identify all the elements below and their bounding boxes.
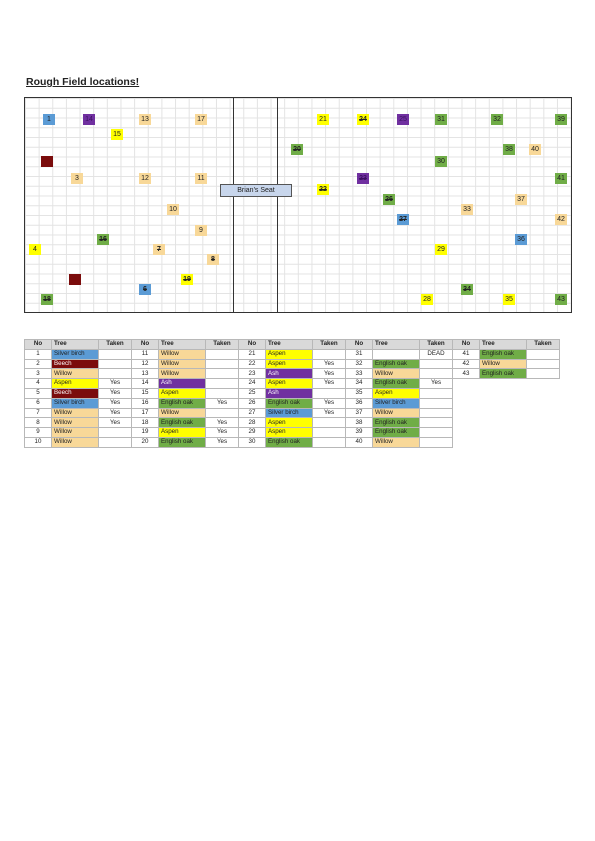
empty-cell <box>453 388 480 398</box>
empty-cell <box>480 398 527 408</box>
cell-tree: Aspen <box>266 359 313 369</box>
tree-marker-11: 11 <box>195 173 207 184</box>
tree-marker-31: 31 <box>435 114 447 125</box>
cell-taken <box>313 388 346 398</box>
cell-taken <box>313 349 346 359</box>
cell-taken <box>420 408 453 418</box>
cell-no: 22 <box>239 359 266 369</box>
empty-cell <box>480 408 527 418</box>
table-row <box>25 359 560 369</box>
field-map <box>24 97 572 313</box>
tree-marker-2: 2 <box>41 156 53 167</box>
cell-no: 12 <box>132 359 159 369</box>
cell-tree: Silver birch <box>52 349 99 359</box>
cell-tree: Willow <box>52 437 99 447</box>
tree-marker-39: 39 <box>555 114 567 125</box>
empty-cell <box>480 418 527 428</box>
tree-marker-4: 4 <box>29 244 41 255</box>
cell-taken: Yes <box>313 369 346 379</box>
cell-tree: Silver birch <box>373 398 420 408</box>
tree-marker-34: 34 <box>461 284 473 295</box>
tree-marker-3: 3 <box>71 173 83 184</box>
cell-tree: Willow <box>159 359 206 369</box>
tree-marker-32: 32 <box>491 114 503 125</box>
cell-no: 37 <box>346 408 373 418</box>
cell-taken <box>527 349 560 359</box>
tree-marker-17: 17 <box>195 114 207 125</box>
cell-taken <box>420 369 453 379</box>
cell-tree: English oak <box>373 379 420 389</box>
cell-tree: Willow <box>52 408 99 418</box>
cell-tree: Willow <box>52 428 99 438</box>
cell-taken: Yes <box>313 398 346 408</box>
cell-no: 14 <box>132 379 159 389</box>
cell-tree: English oak <box>159 437 206 447</box>
cell-no: 7 <box>25 408 52 418</box>
tree-marker-41: 41 <box>555 173 567 184</box>
cell-tree: Ash <box>266 388 313 398</box>
cell-taken: Yes <box>99 398 132 408</box>
cell-taken: Yes <box>99 379 132 389</box>
empty-cell <box>480 379 527 389</box>
tree-marker-5: 5 <box>69 274 81 285</box>
cell-no: 13 <box>132 369 159 379</box>
cell-taken <box>206 349 239 359</box>
cell-no: 27 <box>239 408 266 418</box>
cell-taken <box>99 428 132 438</box>
empty-cell <box>527 428 560 438</box>
cell-tree: English oak <box>480 349 527 359</box>
tree-marker-23: 23 <box>357 173 369 184</box>
header-tree: Tree <box>52 340 99 350</box>
empty-cell <box>453 408 480 418</box>
table-row <box>25 369 560 379</box>
header-tree: Tree <box>159 340 206 350</box>
cell-taken <box>99 437 132 447</box>
tree-marker-16: 16 <box>97 234 109 245</box>
cell-no: 23 <box>239 369 266 379</box>
cell-no: 6 <box>25 398 52 408</box>
cell-tree: English oak <box>159 418 206 428</box>
cell-no: 3 <box>25 369 52 379</box>
cell-taken <box>420 388 453 398</box>
cell-tree: Aspen <box>266 428 313 438</box>
cell-no: 10 <box>25 437 52 447</box>
cell-taken: Yes <box>206 437 239 447</box>
tree-marker-10: 10 <box>167 204 179 215</box>
cell-tree: Silver birch <box>266 408 313 418</box>
cell-taken: Yes <box>206 398 239 408</box>
cell-no: 35 <box>346 388 373 398</box>
cell-tree: Willow <box>52 418 99 428</box>
tree-marker-24: 24 <box>357 114 369 125</box>
tree-marker-36: 36 <box>515 234 527 245</box>
tree-marker-42: 42 <box>555 214 567 225</box>
cell-no: 21 <box>239 349 266 359</box>
cell-no: 39 <box>346 428 373 438</box>
header-taken: Taken <box>527 340 560 350</box>
cell-no: 2 <box>25 359 52 369</box>
header-taken: Taken <box>99 340 132 350</box>
tree-marker-28: 28 <box>421 294 433 305</box>
cell-tree: Willow <box>480 359 527 369</box>
cell-tree: English oak <box>373 418 420 428</box>
cell-no: 40 <box>346 437 373 447</box>
cell-taken: Yes <box>313 408 346 418</box>
cell-no: 16 <box>132 398 159 408</box>
cell-tree: Aspen <box>266 418 313 428</box>
cell-tree: Aspen <box>159 388 206 398</box>
cell-taken: Yes <box>99 408 132 418</box>
header-no: No <box>132 340 159 350</box>
tree-marker-40: 40 <box>529 144 541 155</box>
cell-no: 26 <box>239 398 266 408</box>
cell-taken <box>206 359 239 369</box>
cell-no: 20 <box>132 437 159 447</box>
empty-cell <box>453 398 480 408</box>
cell-tree: Willow <box>159 408 206 418</box>
cell-tree: English oak <box>373 428 420 438</box>
tree-table-area <box>24 339 570 448</box>
tree-marker-38: 38 <box>503 144 515 155</box>
cell-tree: Beech <box>52 359 99 369</box>
header-no: No <box>346 340 373 350</box>
page-title: Rough Field locations! <box>26 76 140 88</box>
empty-cell <box>527 379 560 389</box>
cell-taken: Yes <box>420 379 453 389</box>
header-no: No <box>453 340 480 350</box>
cell-no: 18 <box>132 418 159 428</box>
cell-taken <box>99 349 132 359</box>
tree-marker-20: 20 <box>291 144 303 155</box>
cell-taken <box>420 418 453 428</box>
empty-cell <box>453 437 480 447</box>
tree-marker-19: 19 <box>181 274 193 285</box>
tree-marker-15: 15 <box>111 129 123 140</box>
cell-no: 30 <box>239 437 266 447</box>
map-divider-left <box>233 98 234 312</box>
cell-tree: Aspen <box>266 349 313 359</box>
tree-marker-9: 9 <box>195 225 207 236</box>
cell-taken: Yes <box>99 418 132 428</box>
cell-taken <box>206 379 239 389</box>
cell-no: 8 <box>25 418 52 428</box>
tree-marker-43: 43 <box>555 294 567 305</box>
tree-marker-14: 14 <box>83 114 95 125</box>
cell-taken: Yes <box>313 359 346 369</box>
cell-no: 15 <box>132 388 159 398</box>
cell-tree: English oak <box>480 369 527 379</box>
empty-cell <box>527 418 560 428</box>
empty-cell <box>527 388 560 398</box>
cell-tree: English oak <box>373 359 420 369</box>
cell-tree: English oak <box>159 398 206 408</box>
table-row <box>25 408 560 418</box>
cell-tree: English oak <box>266 398 313 408</box>
tree-marker-30: 30 <box>435 156 447 167</box>
empty-cell <box>480 388 527 398</box>
cell-taken <box>206 388 239 398</box>
cell-tree: Willow <box>159 349 206 359</box>
cell-tree: Aspen <box>373 388 420 398</box>
cell-no: 31 <box>346 349 373 359</box>
tree-marker-8: 8 <box>207 254 219 265</box>
cell-taken: Yes <box>206 428 239 438</box>
cell-taken <box>99 369 132 379</box>
table-row <box>25 428 560 438</box>
cell-no: 24 <box>239 379 266 389</box>
cell-taken <box>420 428 453 438</box>
header-no: No <box>239 340 266 350</box>
cell-taken <box>313 418 346 428</box>
empty-cell <box>527 437 560 447</box>
cell-taken <box>206 408 239 418</box>
tree-marker-21: 21 <box>317 114 329 125</box>
empty-cell <box>453 428 480 438</box>
cell-no: 19 <box>132 428 159 438</box>
brians-seat: Brian's Seat <box>220 184 292 197</box>
cell-tree: Ash <box>159 379 206 389</box>
tree-marker-1: 1 <box>43 114 55 125</box>
empty-cell <box>453 379 480 389</box>
cell-tree: Silver birch <box>52 398 99 408</box>
table-row <box>25 437 560 447</box>
cell-no: 36 <box>346 398 373 408</box>
cell-taken <box>527 369 560 379</box>
cell-taken <box>99 359 132 369</box>
table-row <box>25 418 560 428</box>
empty-cell <box>453 418 480 428</box>
table-row <box>25 398 560 408</box>
cell-taken <box>420 437 453 447</box>
header-no: No <box>25 340 52 350</box>
tree-marker-35: 35 <box>503 294 515 305</box>
tree-marker-26: 26 <box>383 194 395 205</box>
cell-tree: Willow <box>373 437 420 447</box>
cell-taken <box>206 369 239 379</box>
cell-no: 33 <box>346 369 373 379</box>
cell-no: 5 <box>25 388 52 398</box>
cell-no: 25 <box>239 388 266 398</box>
cell-taken <box>313 437 346 447</box>
cell-tree: Aspen <box>52 379 99 389</box>
header-taken: Taken <box>313 340 346 350</box>
cell-tree: English oak <box>266 437 313 447</box>
empty-cell <box>527 398 560 408</box>
tree-marker-6: 6 <box>139 284 151 295</box>
cell-no: 43 <box>453 369 480 379</box>
cell-tree: Aspen <box>266 379 313 389</box>
tree-table <box>24 339 560 448</box>
header-taken: Taken <box>206 340 239 350</box>
cell-tree: Ash <box>266 369 313 379</box>
tree-marker-33: 33 <box>461 204 473 215</box>
cell-tree <box>373 349 420 359</box>
cell-no: 4 <box>25 379 52 389</box>
cell-taken: DEAD <box>420 349 453 359</box>
empty-cell <box>480 428 527 438</box>
tree-marker-27: 27 <box>397 214 409 225</box>
cell-taken <box>420 359 453 369</box>
cell-taken <box>420 398 453 408</box>
cell-tree: Willow <box>159 369 206 379</box>
table-row <box>25 379 560 389</box>
tree-marker-22: 22 <box>317 184 329 195</box>
cell-taken <box>313 428 346 438</box>
cell-no: 1 <box>25 349 52 359</box>
tree-marker-13: 13 <box>139 114 151 125</box>
cell-no: 17 <box>132 408 159 418</box>
cell-tree: Willow <box>373 408 420 418</box>
cell-taken: Yes <box>99 388 132 398</box>
tree-marker-29: 29 <box>435 244 447 255</box>
table-row <box>25 349 560 359</box>
tree-marker-12: 12 <box>139 173 151 184</box>
header-tree: Tree <box>266 340 313 350</box>
map-divider-right <box>277 98 278 312</box>
cell-no: 11 <box>132 349 159 359</box>
cell-no: 32 <box>346 359 373 369</box>
cell-no: 41 <box>453 349 480 359</box>
cell-tree: Aspen <box>159 428 206 438</box>
header-taken: Taken <box>420 340 453 350</box>
cell-tree: Willow <box>373 369 420 379</box>
cell-no: 9 <box>25 428 52 438</box>
tree-marker-37: 37 <box>515 194 527 205</box>
cell-no: 42 <box>453 359 480 369</box>
cell-taken <box>527 359 560 369</box>
cell-no: 29 <box>239 428 266 438</box>
header-tree: Tree <box>480 340 527 350</box>
cell-no: 28 <box>239 418 266 428</box>
cell-taken: Yes <box>313 379 346 389</box>
table-row <box>25 388 560 398</box>
cell-no: 34 <box>346 379 373 389</box>
cell-no: 38 <box>346 418 373 428</box>
tree-marker-25: 25 <box>397 114 409 125</box>
tree-marker-7: 7 <box>153 244 165 255</box>
empty-cell <box>527 408 560 418</box>
empty-cell <box>480 437 527 447</box>
cell-tree: Willow <box>52 369 99 379</box>
cell-tree: Beech <box>52 388 99 398</box>
tree-marker-18: 18 <box>41 294 53 305</box>
cell-taken: Yes <box>206 418 239 428</box>
header-tree: Tree <box>373 340 420 350</box>
